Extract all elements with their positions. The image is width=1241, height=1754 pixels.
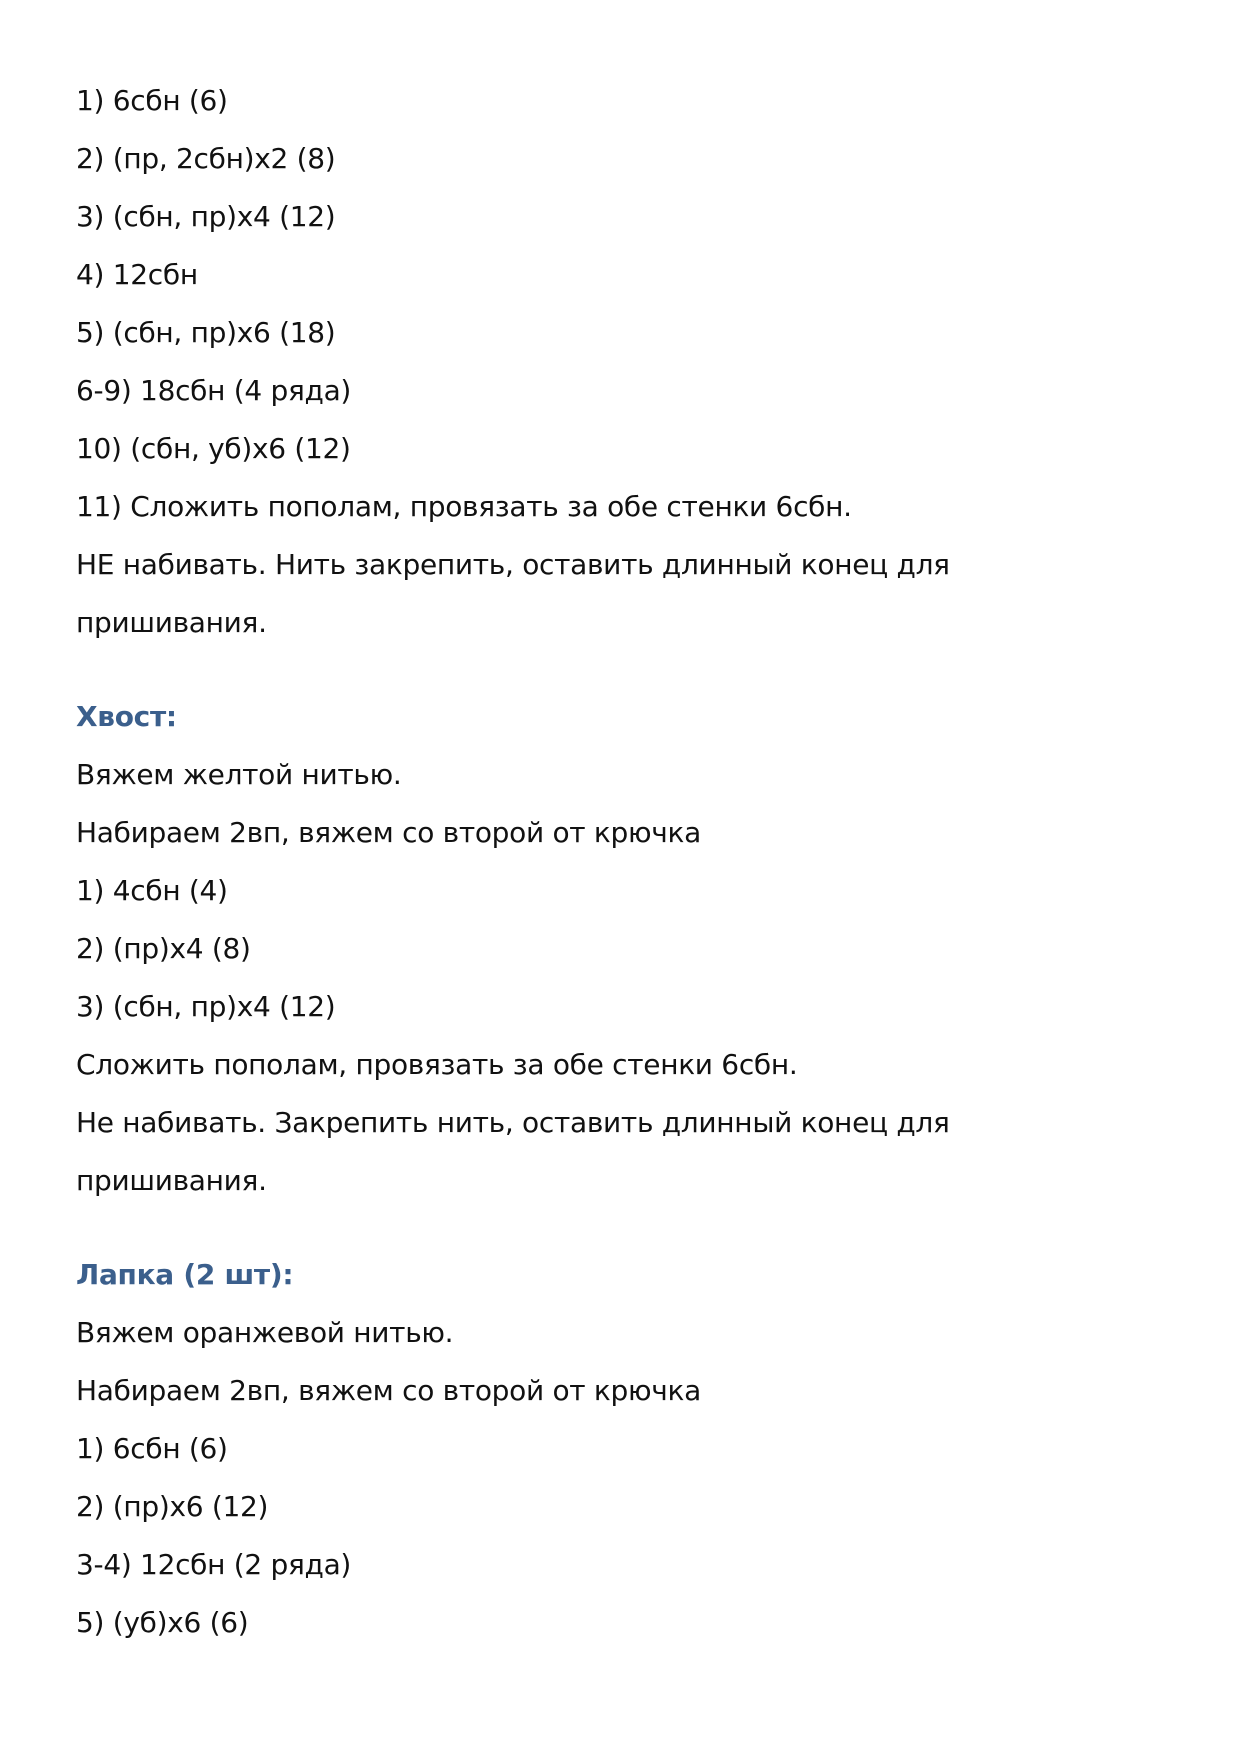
pattern-row: 10) (сбн, уб)х6 (12) xyxy=(76,432,351,465)
pattern-row: 5) (сбн, пр)х6 (18) xyxy=(76,316,336,349)
instruction-text: Вяжем оранжевой нитью. xyxy=(76,1316,454,1349)
pattern-row: 2) (пр)х4 (8) xyxy=(76,932,251,965)
document-page xyxy=(76,72,1176,1652)
pattern-row: 1) 4сбн (4) xyxy=(76,874,228,907)
instruction-text: Сложить пополам, провязать за обе стенки 6сбн. xyxy=(76,1048,798,1081)
intro-block xyxy=(76,72,1176,652)
instruction-text: пришивания. xyxy=(76,1164,267,1197)
section-heading: Хвост: xyxy=(76,700,177,733)
pattern-row: 2) (пр, 2сбн)х2 (8) xyxy=(76,142,336,175)
pattern-row: 1) 6сбн (6) xyxy=(76,1432,228,1465)
instruction-text: Вяжем желтой нитью. xyxy=(76,758,402,791)
section-heading: Лапка (2 шт): xyxy=(76,1258,294,1291)
pattern-row: 6-9) 18сбн (4 ряда) xyxy=(76,374,352,407)
instruction-text: пришивания. xyxy=(76,606,267,639)
section-tail xyxy=(76,688,1176,1210)
pattern-row: 3-4) 12сбн (2 ряда) xyxy=(76,1548,352,1581)
pattern-row: 3) (сбн, пр)х4 (12) xyxy=(76,200,336,233)
pattern-row: 11) Сложить пополам, провязать за обе стенки 6сбн. xyxy=(76,490,852,523)
pattern-row: 1) 6сбн (6) xyxy=(76,84,228,117)
section-paw xyxy=(76,1246,1176,1652)
instruction-text: Не набивать. Закрепить нить, оставить длинный конец для xyxy=(76,1106,950,1139)
pattern-row: 2) (пр)х6 (12) xyxy=(76,1490,269,1523)
pattern-row: 5) (уб)х6 (6) xyxy=(76,1606,249,1639)
instruction-text: НЕ набивать. Нить закрепить, оставить длинный конец для xyxy=(76,548,950,581)
instruction-text: Набираем 2вп, вяжем со второй от крючка xyxy=(76,1374,701,1407)
pattern-row: 4) 12сбн xyxy=(76,258,198,291)
pattern-row: 3) (сбн, пр)х4 (12) xyxy=(76,990,336,1023)
instruction-text: Набираем 2вп, вяжем со второй от крючка xyxy=(76,816,701,849)
